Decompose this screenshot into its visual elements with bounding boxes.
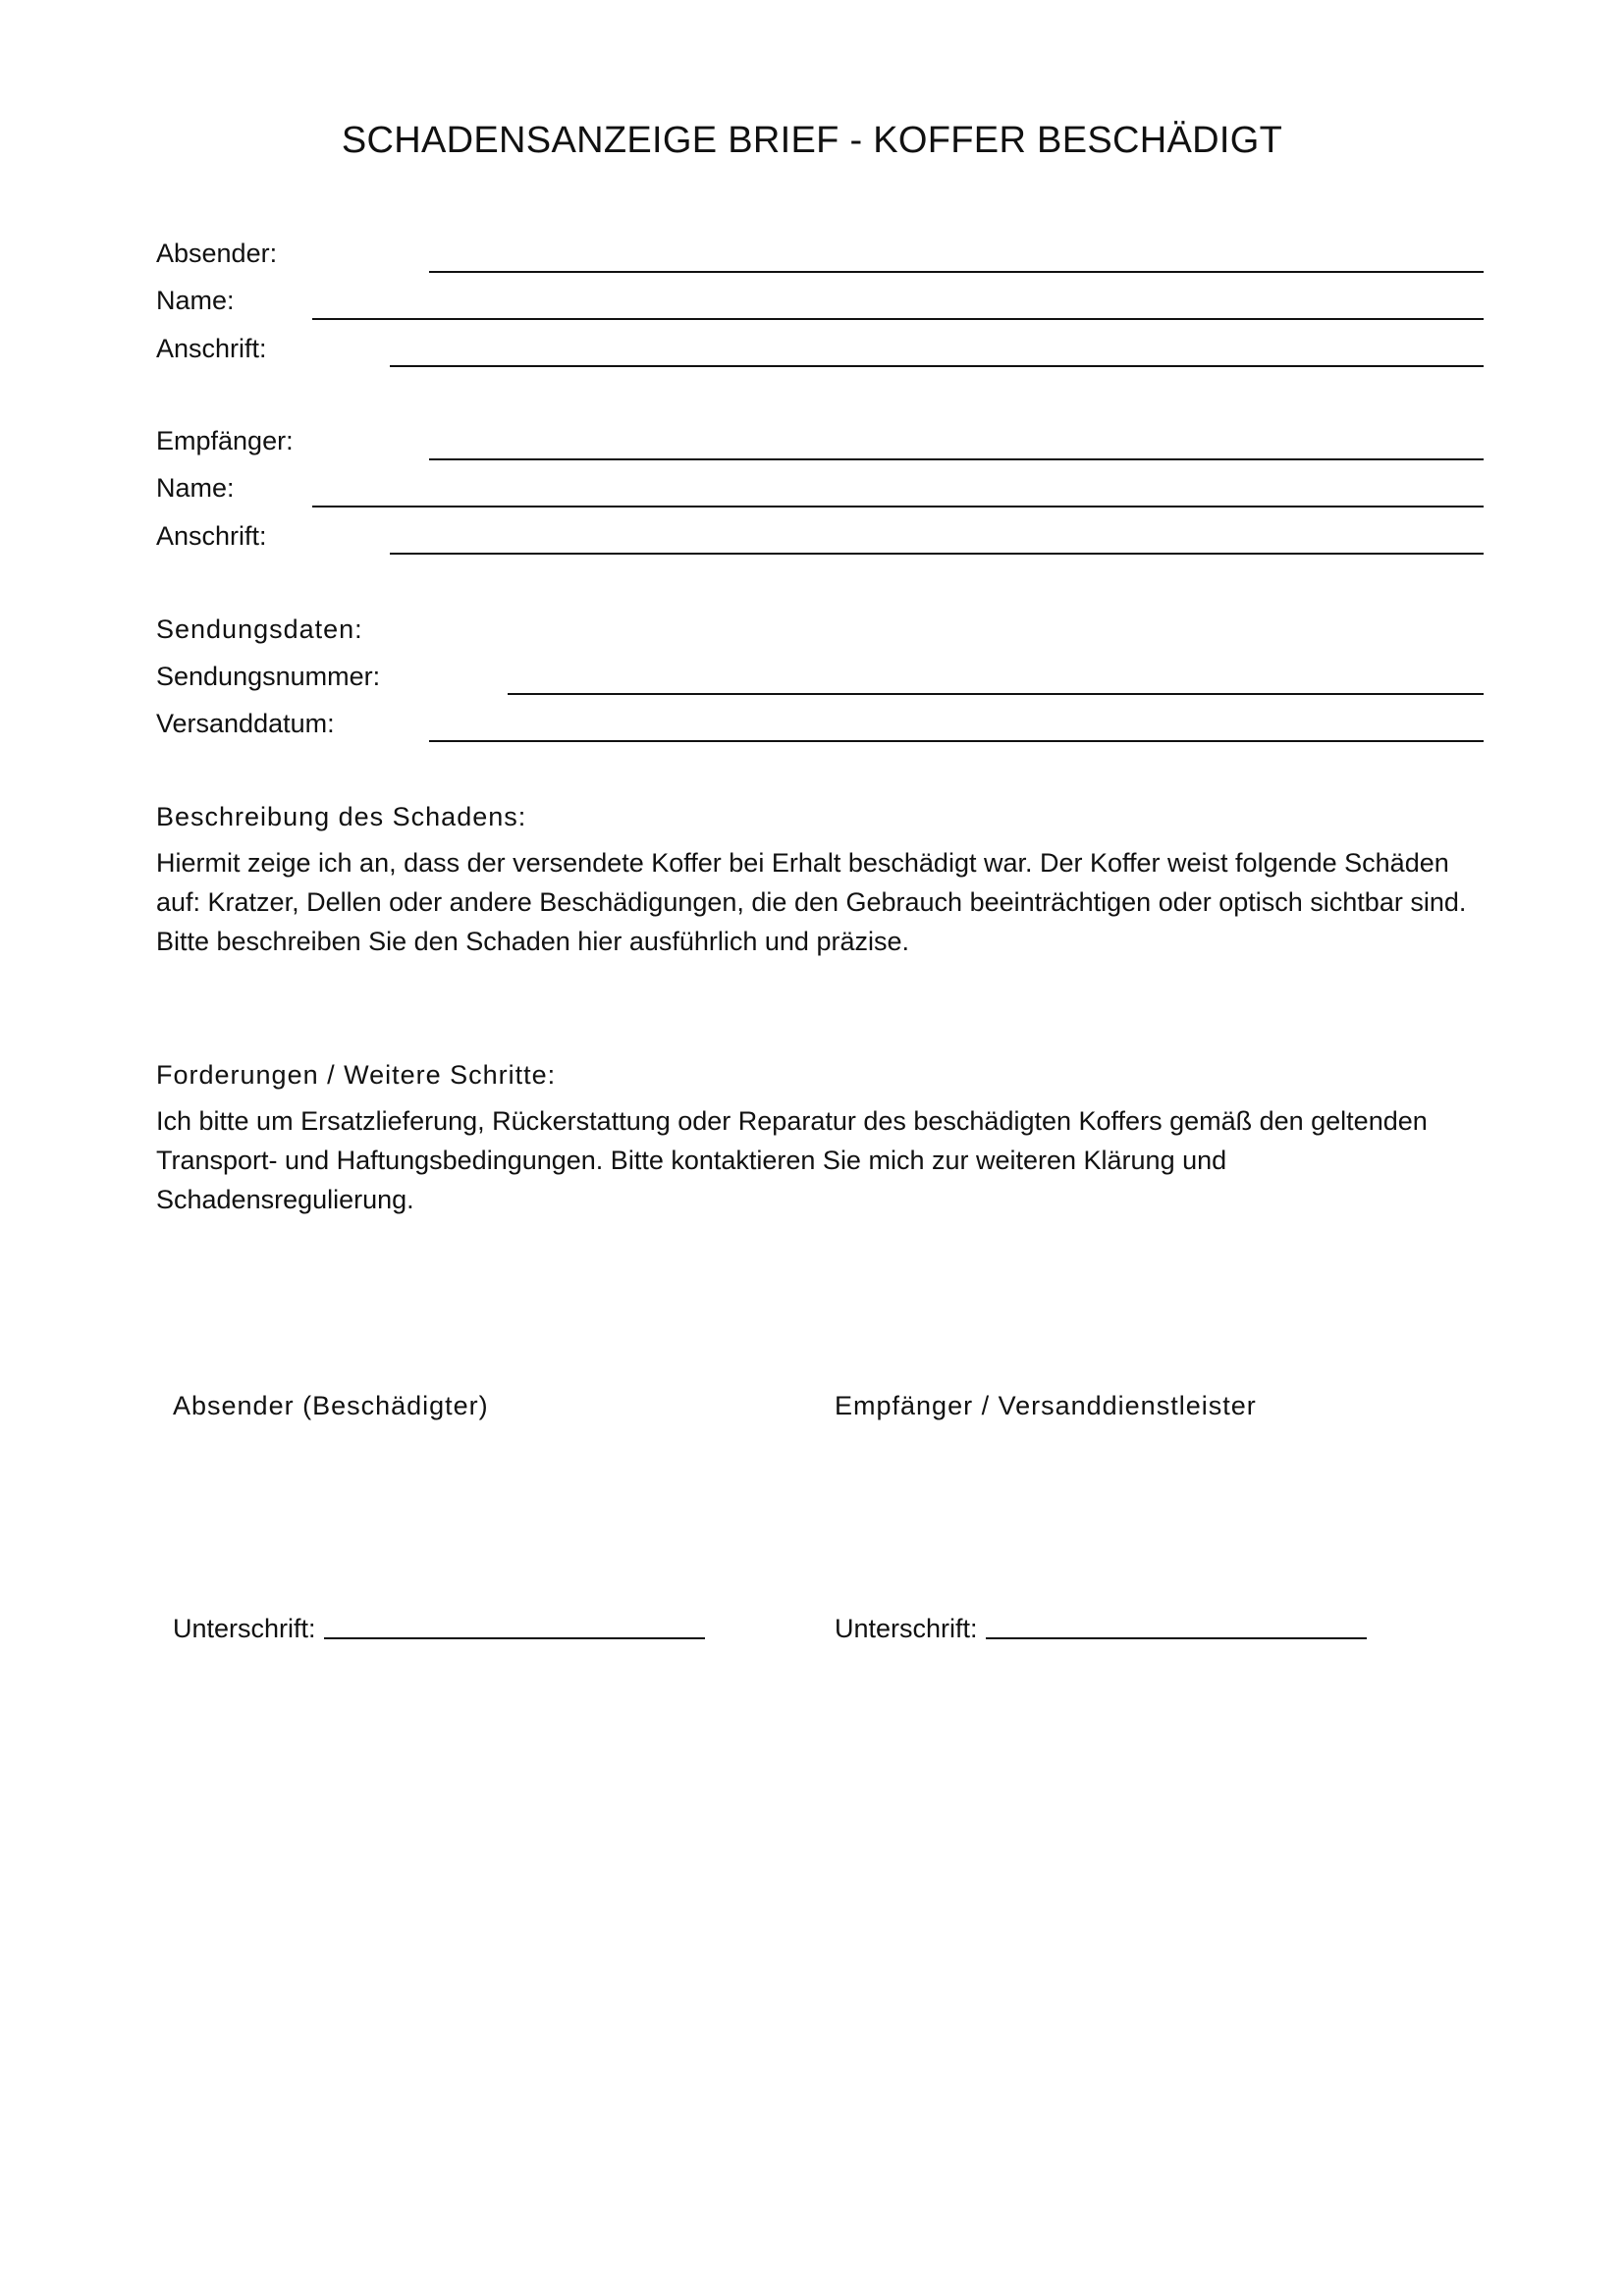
signature-sender-label: Unterschrift: (173, 1614, 316, 1643)
claims-description: Ich bitte um Ersatzlieferung, Rückerstattung oder Reparatur des beschädigten Koffers gemäß den geltenden Transport- und Haftungsbedingungen. Bitte kontaktieren Sie mich zur weiteren Klärung und Schadensregulierung. (156, 1106, 1428, 1214)
sender-address-input-line[interactable] (390, 365, 1484, 367)
recipient-label: Empfänger: (156, 426, 294, 455)
sender-name-label: Name: (156, 286, 235, 315)
recipient-name-label: Name: (156, 473, 235, 503)
signature-sender-heading: Absender (Beschädigter) (173, 1391, 489, 1420)
signature-recipient-line[interactable] (986, 1637, 1367, 1639)
claims-heading: Forderungen / Weitere Schritte: (156, 1060, 557, 1090)
recipient-input-line[interactable] (429, 458, 1484, 460)
signature-sender-line[interactable] (324, 1637, 705, 1639)
shipment-heading: Sendungsdaten: (156, 614, 363, 644)
damage-description: Hiermit zeige ich an, dass der versendete Koffer bei Erhalt beschädigt war. Der Koffer weist folgende Schäden auf: Kratzer, Dellen oder andere Beschädigungen, die den Gebrauch beeinträchtigen oder optisch sichtbar sind. Bitte beschreiben Sie den Schaden hier ausführlich und präzise. (156, 848, 1467, 956)
shipment-number-input-line[interactable] (508, 693, 1484, 695)
sender-name-input-line[interactable] (312, 318, 1484, 320)
recipient-name-input-line[interactable] (312, 506, 1484, 507)
sender-label: Absender: (156, 239, 278, 268)
signature-sender-row (173, 1612, 705, 1645)
damage-heading: Beschreibung des Schadens: (156, 802, 527, 831)
signature-recipient-heading: Empfänger / Versanddienstleister (835, 1391, 1257, 1420)
signature-recipient-row (835, 1612, 1367, 1645)
shipment-number-label: Sendungsnummer: (156, 662, 381, 691)
document-title: SCHADENSANZEIGE BRIEF - KOFFER BESCHÄDIGT (341, 120, 1283, 161)
sender-address-label: Anschrift: (156, 334, 267, 363)
shipment-date-label: Versanddatum: (156, 709, 335, 738)
signature-recipient-label: Unterschrift: (835, 1614, 978, 1643)
recipient-address-input-line[interactable] (390, 553, 1484, 555)
shipment-date-input-line[interactable] (429, 740, 1484, 742)
recipient-address-label: Anschrift: (156, 521, 267, 551)
sender-input-line[interactable] (429, 271, 1484, 273)
